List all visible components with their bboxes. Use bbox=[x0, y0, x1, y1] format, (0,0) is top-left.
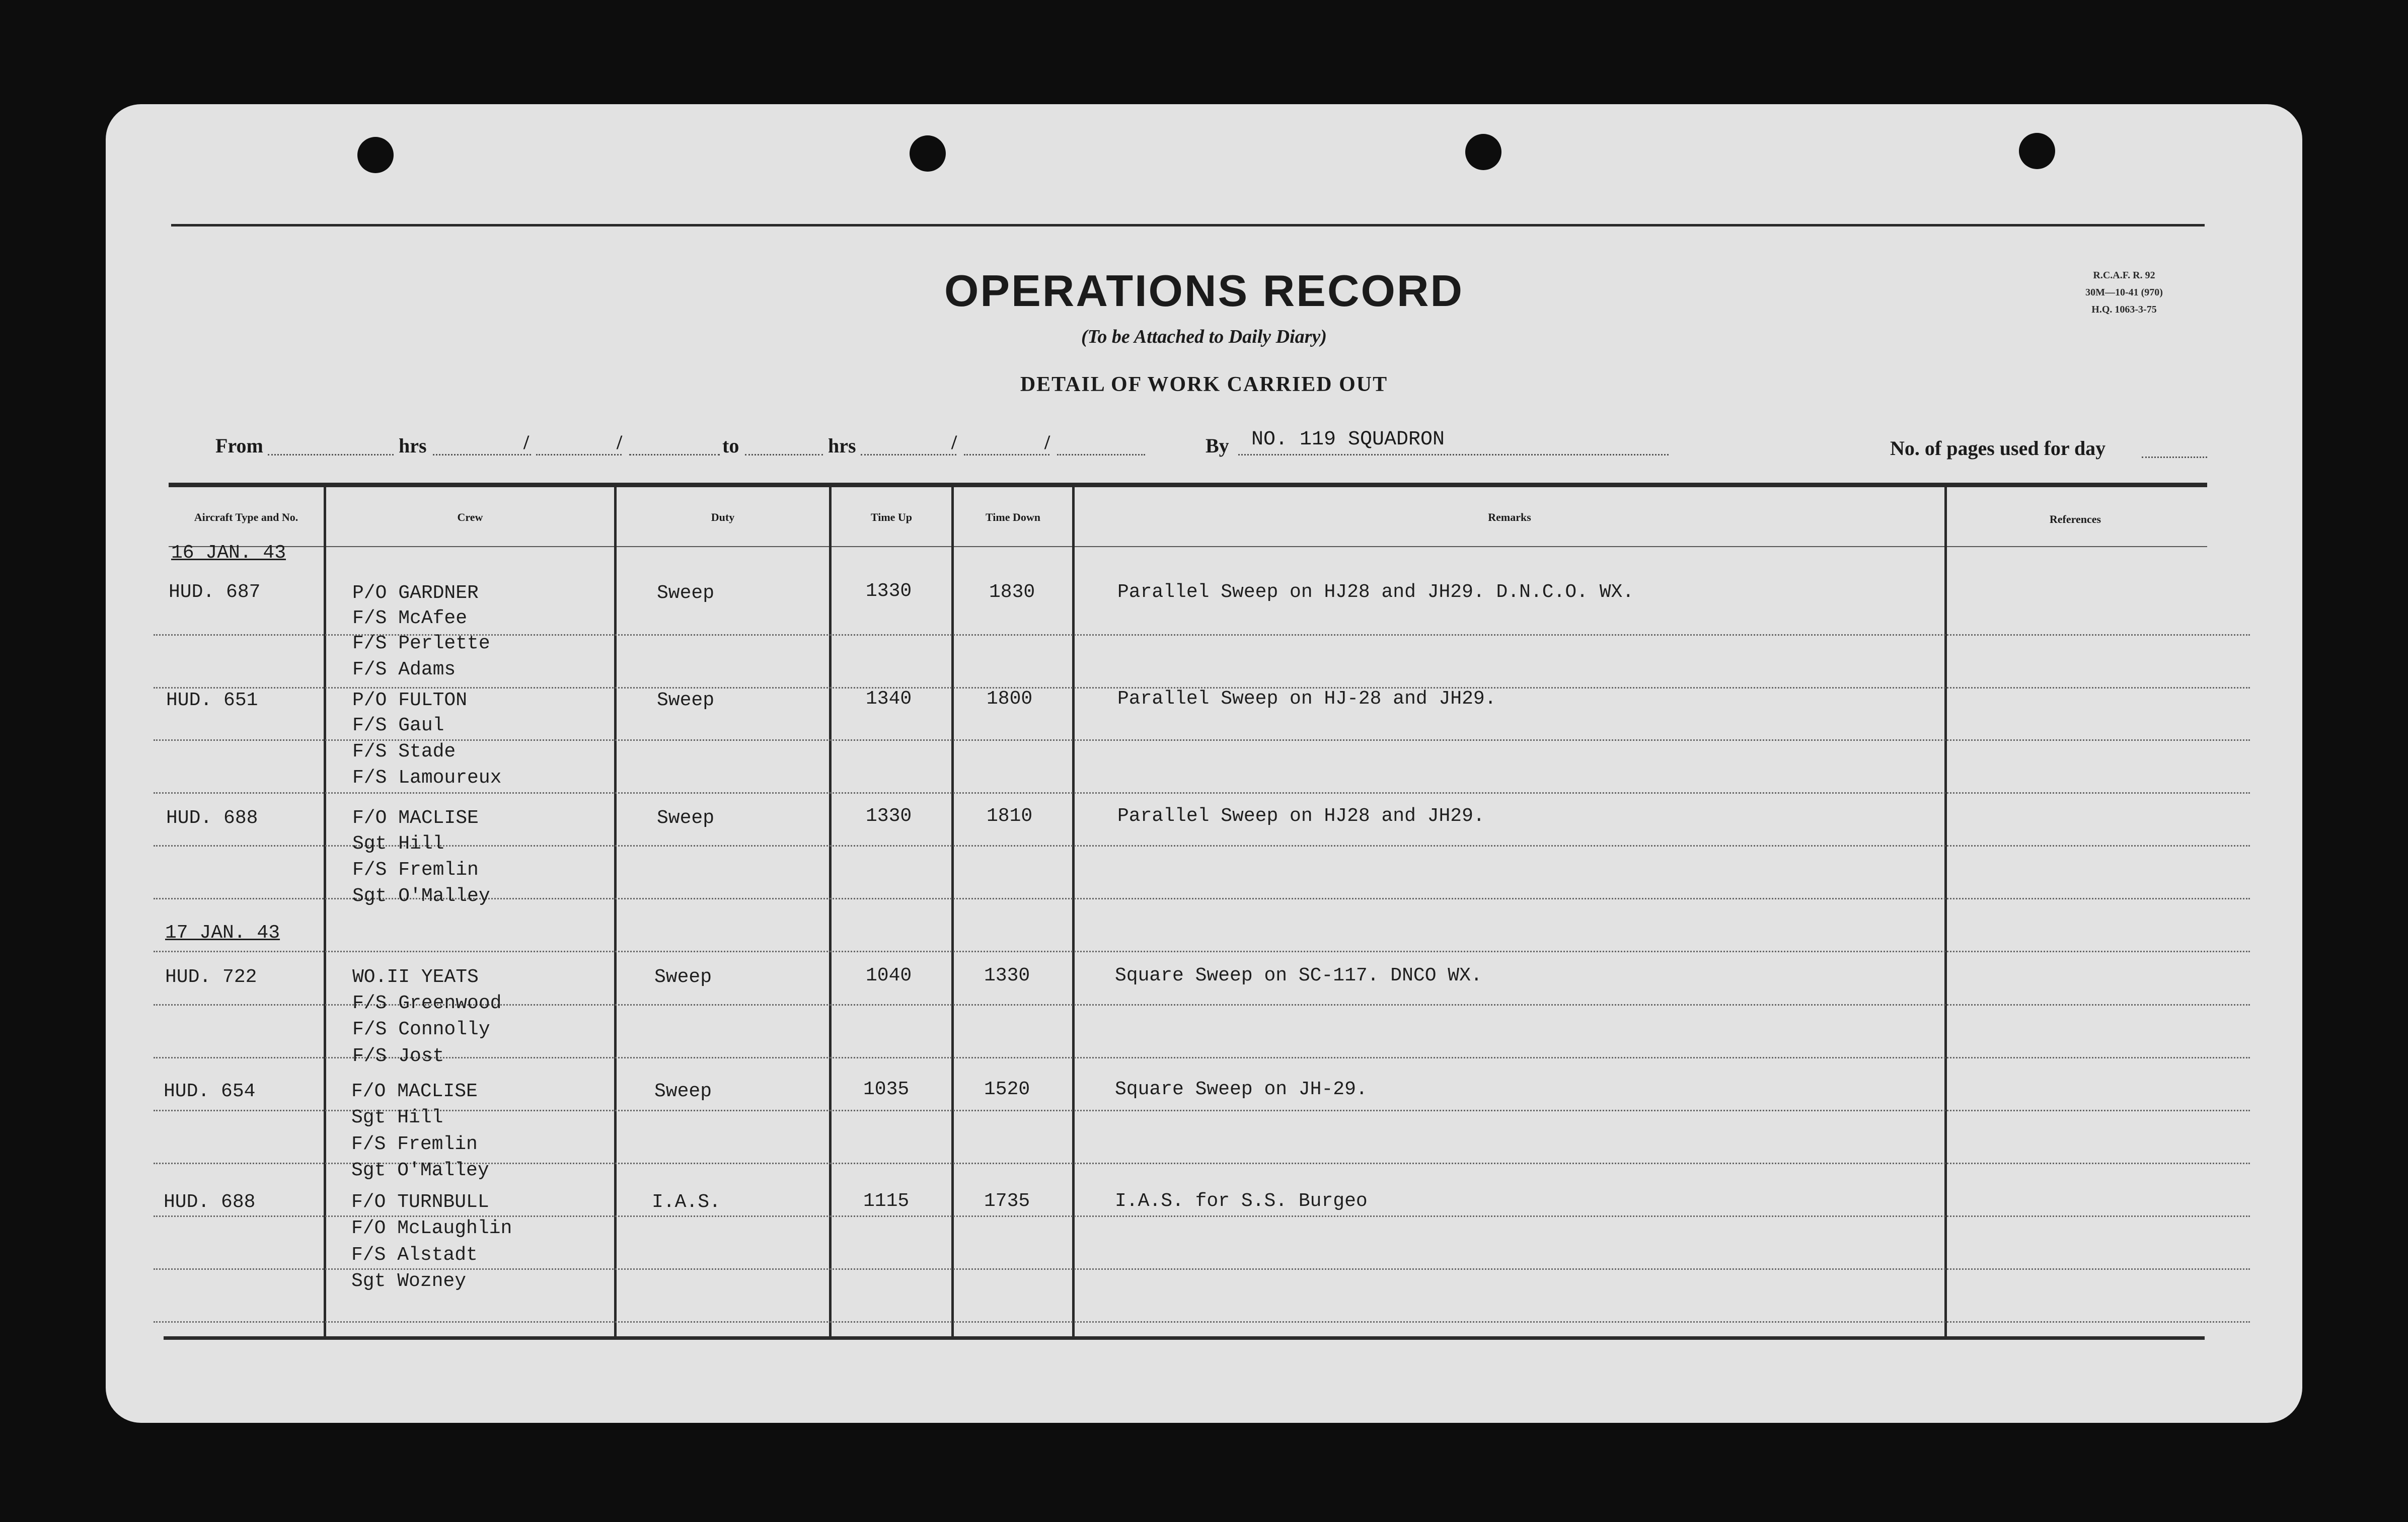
column-header-aircraft: Aircraft Type and No. bbox=[194, 511, 298, 523]
time-down: 1520 bbox=[984, 1079, 1030, 1100]
row-line bbox=[154, 1110, 2250, 1111]
crew-member: F/S Perlette bbox=[352, 633, 490, 654]
row-line bbox=[154, 845, 2250, 847]
from-label: From bbox=[215, 434, 263, 457]
row-line bbox=[154, 1057, 2250, 1058]
crew-member: F/S Fremlin bbox=[352, 859, 479, 881]
row-line bbox=[154, 739, 2250, 741]
crew-member: F/S Stade bbox=[352, 741, 456, 763]
pages-blank bbox=[2142, 456, 2207, 458]
unit-blank bbox=[1238, 454, 1669, 455]
column-divider bbox=[829, 487, 832, 1337]
crew-member: Sgt Wozney bbox=[351, 1270, 467, 1292]
aircraft-number: HUD. 687 bbox=[169, 581, 261, 603]
to-hrs-blank bbox=[861, 454, 956, 455]
from-year-blank bbox=[629, 454, 720, 455]
crew-member: Sgt O'Malley bbox=[351, 1160, 489, 1181]
row-line bbox=[154, 1215, 2250, 1217]
time-down: 1810 bbox=[987, 805, 1033, 827]
crew-member: Sgt Hill bbox=[351, 1107, 443, 1128]
crew-member: F/S Alstadt bbox=[351, 1244, 478, 1266]
column-header-duty: Duty bbox=[711, 511, 735, 523]
crew-member: P/O GARDNER bbox=[352, 582, 479, 604]
from-month-blank bbox=[536, 454, 622, 455]
remarks: Square Sweep on SC-117. DNCO WX. bbox=[1115, 965, 1482, 986]
date-heading: 17 JAN. 43 bbox=[165, 922, 280, 944]
remarks: I.A.S. for S.S. Burgeo bbox=[1115, 1190, 1368, 1212]
column-header-time-up: Time Up bbox=[870, 511, 913, 523]
column-header-references: References bbox=[2049, 513, 2101, 525]
row-line bbox=[154, 951, 2250, 952]
binder-hole bbox=[1465, 134, 1501, 170]
slash: / bbox=[617, 431, 623, 453]
crew-member: F/S Fremlin bbox=[351, 1133, 478, 1155]
time-down: 1330 bbox=[984, 965, 1030, 986]
crew-member: F/S Greenwood bbox=[352, 993, 502, 1014]
operations-record-card bbox=[106, 104, 2302, 1423]
page-title: OPERATIONS RECORD bbox=[944, 266, 1464, 316]
binder-hole bbox=[357, 137, 394, 173]
crew-member: F/S Gaul bbox=[352, 715, 444, 736]
crew-member: F/S Jost bbox=[352, 1045, 444, 1067]
column-divider bbox=[951, 487, 954, 1337]
column-divider bbox=[1944, 487, 1947, 1337]
to-blank bbox=[745, 454, 823, 455]
time-down: 1830 bbox=[989, 581, 1035, 603]
slash: / bbox=[523, 431, 530, 453]
table-top-rule bbox=[169, 483, 2207, 487]
binder-hole bbox=[910, 135, 946, 172]
section-heading: DETAIL OF WORK CARRIED OUT bbox=[1020, 373, 1388, 396]
duty: Sweep bbox=[654, 966, 712, 988]
table-bottom-rule bbox=[164, 1336, 2205, 1340]
column-divider bbox=[614, 487, 617, 1337]
page-subtitle: (To be Attached to Daily Diary) bbox=[1081, 326, 1327, 347]
duty: Sweep bbox=[657, 582, 715, 604]
crew-member: F/S Adams bbox=[352, 659, 456, 680]
to-month-blank bbox=[964, 454, 1049, 455]
remarks: Parallel Sweep on HJ28 and JH29. bbox=[1117, 805, 1485, 827]
hrs-label: hrs bbox=[828, 434, 856, 457]
slash: / bbox=[951, 431, 957, 453]
time-down: 1735 bbox=[984, 1190, 1030, 1212]
hrs-label: hrs bbox=[399, 434, 427, 457]
aircraft-number: HUD. 651 bbox=[166, 690, 258, 711]
header-underline bbox=[169, 546, 2207, 547]
column-header-remarks: Remarks bbox=[1488, 511, 1531, 523]
crew-member: Sgt O'Malley bbox=[352, 885, 490, 907]
column-divider bbox=[324, 487, 326, 1337]
top-rule bbox=[171, 224, 2205, 226]
crew-member: F/O McLaughlin bbox=[351, 1217, 512, 1239]
crew-member: P/O FULTON bbox=[352, 690, 468, 711]
crew-member: F/O MACLISE bbox=[352, 807, 479, 829]
column-header-time-down: Time Down bbox=[986, 511, 1040, 523]
crew-member: F/O TURNBULL bbox=[351, 1191, 489, 1213]
aircraft-number: HUD. 722 bbox=[165, 966, 257, 988]
time-up: 1035 bbox=[863, 1079, 910, 1100]
aircraft-number: HUD. 688 bbox=[166, 807, 258, 829]
column-header-crew: Crew bbox=[457, 511, 483, 523]
row-line bbox=[154, 1268, 2250, 1270]
time-up: 1040 bbox=[866, 965, 912, 986]
from-blank bbox=[268, 454, 394, 455]
crew-member: Sgt Hill bbox=[352, 833, 444, 855]
date-heading: 16 JAN. 43 bbox=[171, 542, 286, 564]
remarks: Parallel Sweep on HJ-28 and JH29. bbox=[1117, 688, 1496, 710]
aircraft-number: HUD. 654 bbox=[164, 1081, 256, 1102]
duty: Sweep bbox=[654, 1081, 712, 1102]
slash: / bbox=[1044, 431, 1050, 453]
remarks: Square Sweep on JH-29. bbox=[1115, 1079, 1368, 1100]
pages-label: No. of pages used for day bbox=[1890, 437, 2106, 460]
time-up: 1330 bbox=[866, 805, 912, 827]
row-line bbox=[154, 1321, 2250, 1323]
to-label: to bbox=[722, 434, 739, 457]
duty: Sweep bbox=[657, 807, 715, 829]
time-down: 1800 bbox=[987, 688, 1033, 710]
time-up: 1330 bbox=[866, 580, 912, 602]
row-line bbox=[154, 792, 2250, 794]
crew-member: F/S Lamoureux bbox=[352, 767, 502, 789]
to-year-blank bbox=[1057, 454, 1145, 455]
duty: I.A.S. bbox=[652, 1191, 721, 1213]
binder-hole bbox=[2019, 133, 2055, 169]
crew-member: F/O MACLISE bbox=[351, 1081, 478, 1102]
crew-member: WO.II YEATS bbox=[352, 966, 479, 988]
time-up: 1115 bbox=[863, 1190, 910, 1212]
form-code: R.C.A.F. R. 92 30M—10-41 (970) H.Q. 1063-3-75 bbox=[2085, 270, 2163, 315]
by-label: By bbox=[1206, 434, 1229, 457]
crew-member: F/S Connolly bbox=[352, 1019, 490, 1040]
duty: Sweep bbox=[657, 690, 715, 711]
time-up: 1340 bbox=[866, 688, 912, 710]
aircraft-number: HUD. 688 bbox=[164, 1191, 256, 1213]
column-divider bbox=[1072, 487, 1075, 1337]
crew-member: F/S McAfee bbox=[352, 607, 468, 629]
remarks: Parallel Sweep on HJ28 and JH29. D.N.C.O. WX. bbox=[1117, 581, 1634, 603]
from-hrs-blank bbox=[433, 454, 531, 455]
unit-name: NO. 119 SQUADRON bbox=[1251, 428, 1445, 451]
